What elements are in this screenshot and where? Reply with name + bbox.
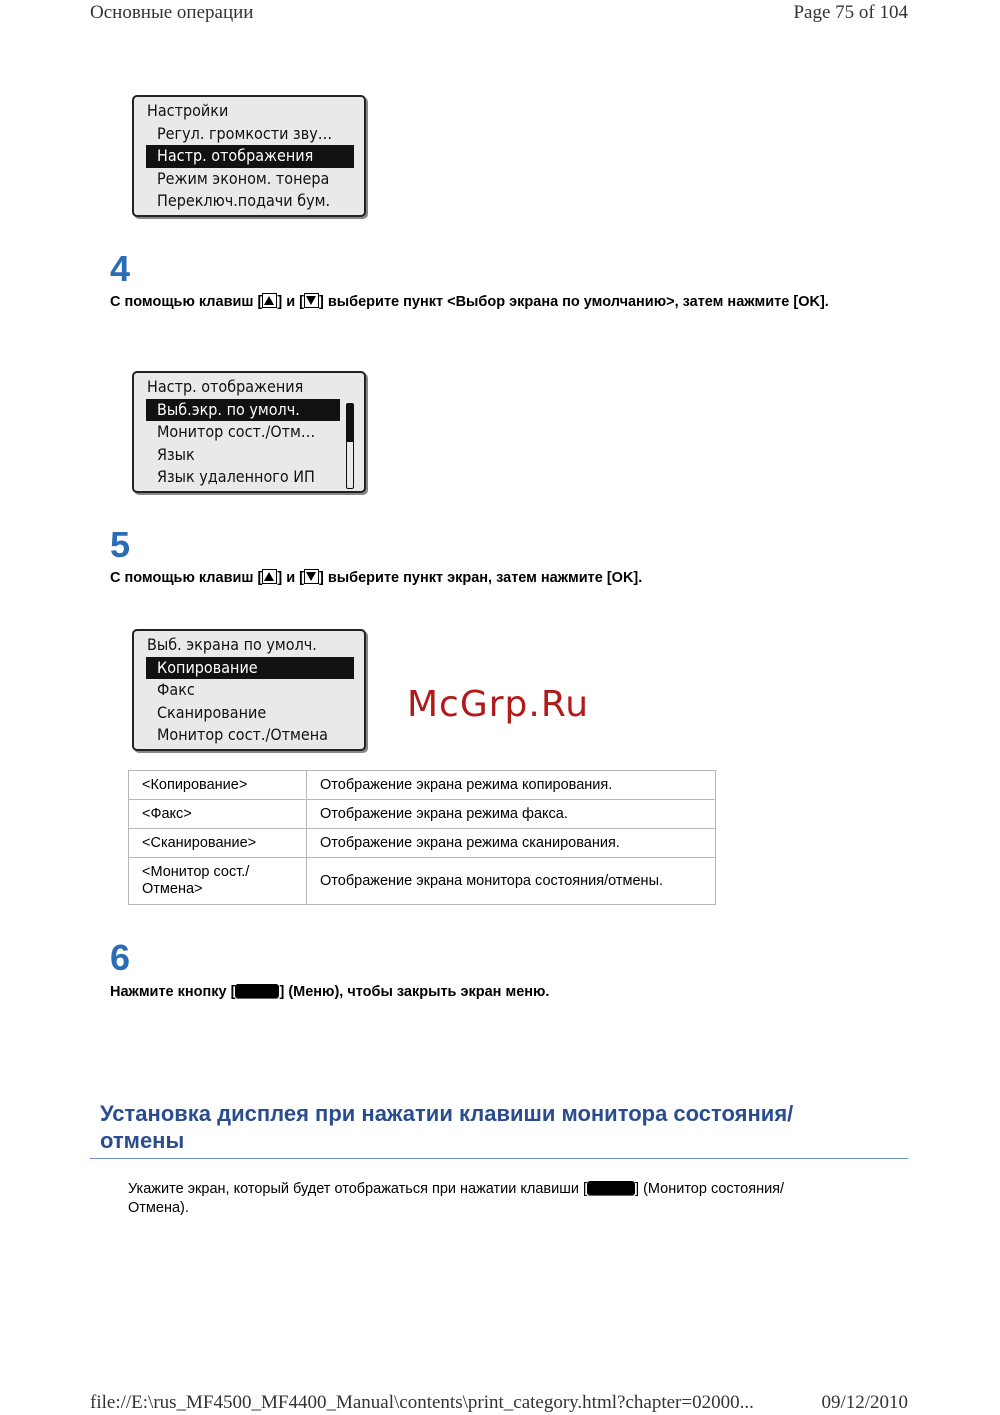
menu-key-icon xyxy=(235,984,279,998)
table-cell-description: Отображение экрана режима сканирования. xyxy=(307,829,716,858)
step-5-text-c: ] выберите пункт экран, затем нажмите [OK]. xyxy=(319,570,643,586)
lcd-item-selected: Настр. отображения xyxy=(146,145,354,168)
options-table xyxy=(128,770,716,905)
step-6-text-a: Нажмите кнопку [ xyxy=(110,984,236,1000)
table-row xyxy=(129,771,716,800)
table-cell-option: <Сканирование> xyxy=(129,829,307,858)
section-body-text-b: ] (Монитор состояния/Отмена). xyxy=(128,1181,785,1216)
lcd-title: Выб. экрана по умолч. xyxy=(147,635,317,654)
lcd-scrollbar-thumb xyxy=(347,404,353,442)
lcd-item: Регул. громкости зву… xyxy=(157,123,333,143)
lcd-item: Режим эконом. тонера xyxy=(157,168,330,188)
step-5-instruction xyxy=(110,569,890,588)
step-6-text-b: ] (Меню), чтобы закрыть экран меню. xyxy=(279,984,550,1000)
down-arrow-key-icon xyxy=(304,569,319,584)
up-arrow-key-icon xyxy=(262,569,277,584)
lcd-item: Монитор сост./Отмена xyxy=(157,725,328,744)
up-arrow-key-icon xyxy=(262,293,277,308)
status-monitor-key-icon xyxy=(587,1181,635,1195)
step-5-text-a: С помощью клавиш [ xyxy=(110,570,263,586)
section-title: Установка дисплея при нажатии клавиши монитора состояния/отмены xyxy=(100,1101,794,1153)
table-cell-option: <Факс> xyxy=(129,800,307,829)
lcd-item-selected: Копирование xyxy=(146,657,354,680)
footer-file-path: file://E:\rus_MF4500_MF4400_Manual\contents\print_category.html?chapter=02000... xyxy=(90,1392,754,1413)
lcd-screen-display-settings xyxy=(132,371,366,493)
page-number: Page 75 of 104 xyxy=(793,2,908,23)
lcd-scrollbar xyxy=(346,403,354,489)
section-body-text-a: Укажите экран, который будет отображаться при нажатии клавиши [ xyxy=(128,1181,588,1197)
table-cell-description: Отображение экрана режима копирования. xyxy=(307,771,716,800)
table-row xyxy=(129,800,716,829)
step-number-4: 4 xyxy=(110,248,131,289)
page-header-title: Основные операции xyxy=(90,2,254,23)
lcd-item-selected: Выб.экр. по умолч. xyxy=(146,399,340,422)
footer-date: 09/12/2010 xyxy=(821,1392,908,1413)
step-5-text-b: ] и [ xyxy=(277,570,304,586)
lcd-item: Сканирование xyxy=(157,702,267,722)
step-4-text-a: С помощью клавиш [ xyxy=(110,294,263,310)
step-4-text-b: ] и [ xyxy=(277,294,304,310)
step-number-6: 6 xyxy=(110,937,131,978)
lcd-title: Настройки xyxy=(147,101,229,120)
section-body xyxy=(128,1180,828,1218)
table-row xyxy=(129,829,716,858)
watermark-logo: McGrp.Ru xyxy=(407,684,590,725)
table-cell-description: Отображение экрана монитора состояния/отмены. xyxy=(307,858,716,905)
lcd-item: Переключ.подачи бум. xyxy=(157,191,331,210)
table-cell-option: <Монитор сост./Отмена> xyxy=(129,858,307,905)
step-4-instruction xyxy=(110,293,890,312)
table-cell-option: <Копирование> xyxy=(129,771,307,800)
lcd-item: Факс xyxy=(157,680,195,699)
step-4-text-c: ] выберите пункт <Выбор экрана по умолчанию>, затем нажмите [OK]. xyxy=(319,294,829,310)
lcd-title: Настр. отображения xyxy=(147,377,304,396)
section-divider xyxy=(90,1158,908,1159)
lcd-item: Язык xyxy=(157,444,195,464)
table-cell-description: Отображение экрана режима факса. xyxy=(307,800,716,829)
step-6-instruction xyxy=(110,983,890,1002)
lcd-screen-default-screen xyxy=(132,629,366,751)
lcd-screen-settings xyxy=(132,95,366,217)
step-number-5: 5 xyxy=(110,524,131,565)
table-row xyxy=(129,858,716,905)
lcd-item: Язык удаленного ИП xyxy=(157,467,315,486)
lcd-item: Монитор сост./Отм… xyxy=(157,422,316,441)
down-arrow-key-icon xyxy=(304,293,319,308)
